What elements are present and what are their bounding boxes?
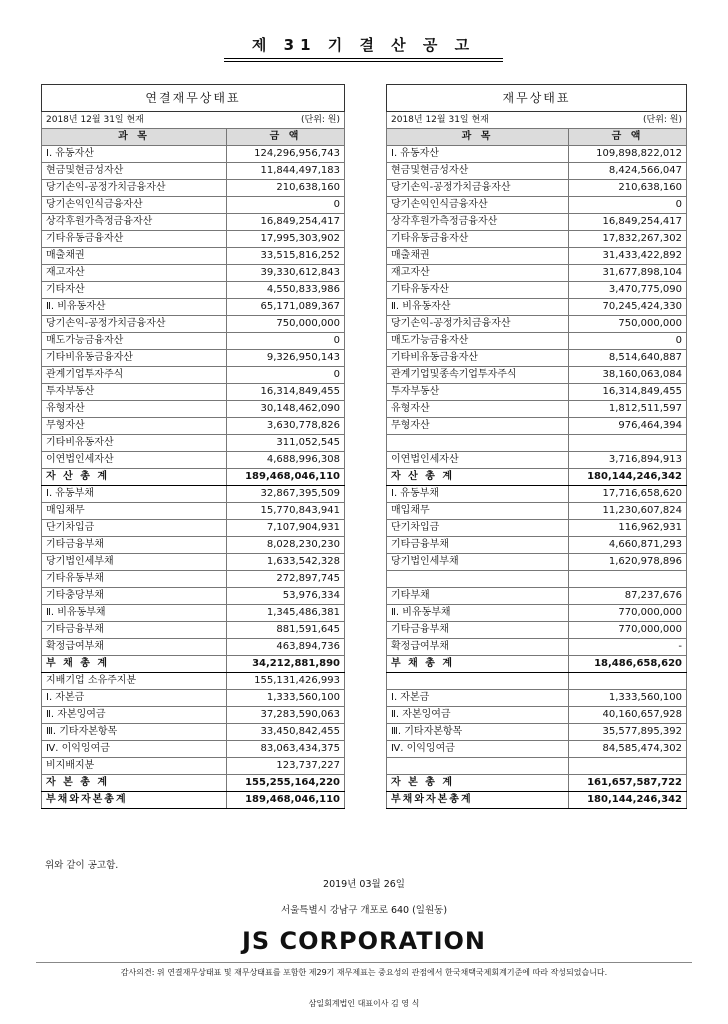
account-amount: 31,433,422,892: [569, 248, 687, 265]
account-label: 무형자산: [42, 418, 227, 435]
table-row: [42, 333, 345, 350]
account-amount: 1,633,542,328: [227, 554, 345, 571]
account-label: 투자부동산: [387, 384, 569, 401]
table-row: [387, 554, 687, 571]
account-label: 투자부동산: [42, 384, 227, 401]
account-label: 당기법인세부채: [387, 554, 569, 571]
account-amount: 9,326,950,143: [227, 350, 345, 367]
table-row: [42, 418, 345, 435]
account-amount: 11,230,607,824: [569, 503, 687, 520]
table-heading: 재무상태표: [387, 85, 687, 112]
account-amount: 15,770,843,941: [227, 503, 345, 520]
column-header-item: 과 목: [42, 129, 227, 146]
table-row: [42, 571, 345, 588]
account-label: 당기손익-공정가치금융자산: [387, 316, 569, 333]
table-row: [42, 384, 345, 401]
auditor-signature: 삼일회계법인 대표이사 김 영 식: [308, 999, 420, 1008]
account-label: Ⅰ. 자본금: [387, 690, 569, 707]
account-label: Ⅱ. 자본잉여금: [387, 707, 569, 724]
table-row: [42, 231, 345, 248]
account-amount: 116,962,931: [569, 520, 687, 537]
account-amount: 0: [227, 333, 345, 350]
total-row: [42, 792, 345, 809]
account-label: 관계기업및종속기업투자주식: [387, 367, 569, 384]
account-label: Ⅰ. 자본금: [42, 690, 227, 707]
account-label: 기타비유동자산: [42, 435, 227, 452]
account-amount: 17,832,267,302: [569, 231, 687, 248]
table-row: [387, 163, 687, 180]
currency-unit: (단위: 원): [643, 115, 682, 125]
account-amount: 3,716,894,913: [569, 452, 687, 469]
table-row: [42, 265, 345, 282]
table-row: [42, 554, 345, 571]
account-label: 부 채 총 계: [387, 656, 569, 673]
account-label: 기타비유동금융자산: [42, 350, 227, 367]
account-amount: 30,148,462,090: [227, 401, 345, 418]
table-row: [387, 214, 687, 231]
account-label: 당기손익-공정가치금융자산: [387, 180, 569, 197]
total-row: [42, 656, 345, 673]
table-row: [387, 384, 687, 401]
account-amount: 7,107,904,931: [227, 520, 345, 537]
account-label: 부채와자본총계: [387, 792, 569, 809]
account-label: 매도가능금융자산: [42, 333, 227, 350]
table-row: [42, 299, 345, 316]
account-label: 유형자산: [42, 401, 227, 418]
account-label: 기타자산: [42, 282, 227, 299]
account-amount: [569, 758, 687, 775]
column-header-amount: 금 액: [569, 129, 687, 146]
currency-unit: (단위: 원): [301, 115, 340, 125]
account-amount: 311,052,545: [227, 435, 345, 452]
table-row: [387, 486, 687, 503]
table-heading-row: [42, 85, 345, 112]
account-label: 기타금융부채: [387, 537, 569, 554]
account-amount: 161,657,587,722: [569, 775, 687, 792]
account-label: Ⅱ. 비유동부채: [42, 605, 227, 622]
account-amount: 881,591,645: [227, 622, 345, 639]
account-amount: 750,000,000: [569, 316, 687, 333]
notice-title-block: [224, 34, 503, 62]
account-amount: 33,515,816,252: [227, 248, 345, 265]
table-row: [42, 367, 345, 384]
table-row: [42, 452, 345, 469]
table-row: [387, 639, 687, 656]
account-amount: [569, 435, 687, 452]
account-amount: 34,212,881,890: [227, 656, 345, 673]
table-row: [42, 724, 345, 741]
table-row: [42, 758, 345, 775]
table-row: [42, 435, 345, 452]
account-label: 기타금융부채: [387, 622, 569, 639]
account-amount: 17,716,658,620: [569, 486, 687, 503]
account-amount: 0: [569, 197, 687, 214]
account-label: 기타부채: [387, 588, 569, 605]
account-label: Ⅳ. 이익잉여금: [387, 741, 569, 758]
account-label: 기타유동금융자산: [42, 231, 227, 248]
title-double-underline: [224, 58, 503, 62]
table-row: [387, 435, 687, 452]
total-row: [387, 656, 687, 673]
account-amount: 3,470,775,090: [569, 282, 687, 299]
account-amount: 83,063,434,375: [227, 741, 345, 758]
account-label: 단기차입금: [387, 520, 569, 537]
table-row: [42, 248, 345, 265]
table-row: [387, 673, 687, 690]
company-address: 서울특별시 강남구 개포로 640 (일원동): [280, 905, 448, 916]
audit-opinion: 감사의견: 위 연결재무상태표 및 재무상태표를 포함한 제29기 재무제표는 중요성의 관점에서 한국채택국제회계기준에 따라 작성되었습니다.: [120, 968, 608, 977]
table-row: [42, 707, 345, 724]
account-label: 자 산 총 계: [42, 469, 227, 486]
account-label: Ⅰ. 유동부채: [387, 486, 569, 503]
account-label: 재고자산: [42, 265, 227, 282]
table-row: [387, 724, 687, 741]
account-label: 매입채무: [42, 503, 227, 520]
table-row: [387, 690, 687, 707]
table-row: [387, 520, 687, 537]
table-heading: 연결재무상태표: [42, 85, 345, 112]
total-row: [42, 775, 345, 792]
notice-statement: 위와 같이 공고함.: [45, 860, 119, 871]
account-amount: [569, 571, 687, 588]
separate-balance-sheet: [386, 84, 687, 809]
table-row: [42, 639, 345, 656]
account-amount: 8,028,230,230: [227, 537, 345, 554]
account-amount: 0: [227, 197, 345, 214]
account-amount: 770,000,000: [569, 622, 687, 639]
account-amount: 0: [569, 333, 687, 350]
account-label: Ⅱ. 자본잉여금: [42, 707, 227, 724]
table-row: [387, 707, 687, 724]
account-label: Ⅱ. 비유동부채: [387, 605, 569, 622]
consolidated-balance-sheet: [41, 84, 345, 809]
account-amount: 35,577,895,392: [569, 724, 687, 741]
account-label: 기타충당부채: [42, 588, 227, 605]
account-amount: 1,333,560,100: [569, 690, 687, 707]
account-label: Ⅱ. 비유동자산: [387, 299, 569, 316]
account-amount: 272,897,745: [227, 571, 345, 588]
table-row: [42, 350, 345, 367]
account-label: 매입채무: [387, 503, 569, 520]
account-label: Ⅱ. 비유동자산: [42, 299, 227, 316]
account-amount: 1,620,978,896: [569, 554, 687, 571]
account-amount: 4,550,833,986: [227, 282, 345, 299]
account-amount: 155,255,164,220: [227, 775, 345, 792]
account-amount: 84,585,474,302: [569, 741, 687, 758]
total-row: [387, 775, 687, 792]
account-amount: 4,688,996,308: [227, 452, 345, 469]
account-amount: -: [569, 639, 687, 656]
table-subheading-row: [387, 112, 687, 129]
total-row: [42, 469, 345, 486]
total-row: [387, 469, 687, 486]
account-label: Ⅰ. 유동자산: [42, 146, 227, 163]
account-amount: 180,144,246,342: [569, 469, 687, 486]
account-label: 매출채권: [42, 248, 227, 265]
table-row: [42, 605, 345, 622]
account-label: 기타금융부채: [42, 622, 227, 639]
account-amount: 16,314,849,455: [227, 384, 345, 401]
table-row: [42, 401, 345, 418]
account-label: 기타비유동금융자산: [387, 350, 569, 367]
account-amount: 38,160,063,084: [569, 367, 687, 384]
table-row: [42, 622, 345, 639]
account-amount: 1,812,511,597: [569, 401, 687, 418]
table-row: [387, 248, 687, 265]
account-label: Ⅰ. 유동자산: [387, 146, 569, 163]
account-label: 자 본 총 계: [42, 775, 227, 792]
table-row: [387, 571, 687, 588]
account-label: 당기손익-공정가치금융자산: [42, 180, 227, 197]
table-row: [387, 299, 687, 316]
account-amount: 31,677,898,104: [569, 265, 687, 282]
account-label: 부 채 총 계: [42, 656, 227, 673]
column-header-row: [42, 129, 345, 146]
account-label: Ⅳ. 이익잉여금: [42, 741, 227, 758]
table-row: [42, 486, 345, 503]
account-amount: 123,737,227: [227, 758, 345, 775]
account-label: 자 본 총 계: [387, 775, 569, 792]
account-label: 단기차입금: [42, 520, 227, 537]
account-amount: 189,468,046,110: [227, 469, 345, 486]
column-header-item: 과 목: [387, 129, 569, 146]
table-subheading-row: [42, 112, 345, 129]
account-label: 관계기업투자주식: [42, 367, 227, 384]
account-label: 기타유동자산: [387, 282, 569, 299]
table-row: [42, 588, 345, 605]
table-row: [387, 231, 687, 248]
account-label: 당기손익인식금융자산: [42, 197, 227, 214]
notice-title: 제 31 기 결 산 공 고: [251, 36, 476, 54]
account-label: 무형자산: [387, 418, 569, 435]
account-amount: 33,450,842,455: [227, 724, 345, 741]
table-row: [42, 316, 345, 333]
account-amount: 37,283,590,063: [227, 707, 345, 724]
account-amount: 1,345,486,381: [227, 605, 345, 622]
account-label: [387, 673, 569, 690]
account-label: Ⅲ. 기타자본항목: [387, 724, 569, 741]
table-row: [42, 180, 345, 197]
account-label: 비지배지분: [42, 758, 227, 775]
table-row: [42, 197, 345, 214]
account-label: 당기손익-공정가치금융자산: [42, 316, 227, 333]
account-label: 당기손익인식금융자산: [387, 197, 569, 214]
table-row: [42, 282, 345, 299]
account-amount: 17,995,303,902: [227, 231, 345, 248]
account-label: 부채와자본총계: [42, 792, 227, 809]
table-row: [387, 350, 687, 367]
table-row: [42, 520, 345, 537]
account-amount: 155,131,426,993: [227, 673, 345, 690]
account-amount: 87,237,676: [569, 588, 687, 605]
footer-divider: [36, 962, 692, 963]
account-amount: 124,296,956,743: [227, 146, 345, 163]
account-amount: 210,638,160: [227, 180, 345, 197]
account-amount: 16,849,254,417: [569, 214, 687, 231]
account-amount: 70,245,424,330: [569, 299, 687, 316]
table-row: [42, 503, 345, 520]
table-row: [387, 282, 687, 299]
account-label: 유형자산: [387, 401, 569, 418]
table-row: [387, 758, 687, 775]
account-label: 기타유동금융자산: [387, 231, 569, 248]
table-heading-row: [387, 85, 687, 112]
account-label: 현금및현금성자산: [42, 163, 227, 180]
table-row: [387, 452, 687, 469]
table-row: [42, 214, 345, 231]
table-row: [42, 537, 345, 554]
account-amount: 11,844,497,183: [227, 163, 345, 180]
account-amount: 32,867,395,509: [227, 486, 345, 503]
account-label: 자 산 총 계: [387, 469, 569, 486]
company-logo: JS CORPORATION: [241, 927, 487, 955]
account-amount: 770,000,000: [569, 605, 687, 622]
table-row: [387, 367, 687, 384]
account-amount: 189,468,046,110: [227, 792, 345, 809]
table-row: [42, 673, 345, 690]
table-row: [387, 503, 687, 520]
table-row: [387, 537, 687, 554]
account-amount: 39,330,612,843: [227, 265, 345, 282]
account-amount: 16,849,254,417: [227, 214, 345, 231]
account-label: 매출채권: [387, 248, 569, 265]
account-amount: 1,333,560,100: [227, 690, 345, 707]
table-row: [387, 197, 687, 214]
table-row: [42, 146, 345, 163]
account-amount: [569, 673, 687, 690]
account-amount: 109,898,822,012: [569, 146, 687, 163]
account-label: 이연법인세자산: [387, 452, 569, 469]
account-amount: 3,630,778,826: [227, 418, 345, 435]
account-label: [387, 571, 569, 588]
report-date: 2018년 12월 31일 현재: [46, 115, 144, 125]
table-row: [387, 741, 687, 758]
account-label: 기타금융부채: [42, 537, 227, 554]
account-label: 기타유동부채: [42, 571, 227, 588]
account-label: 상각후원가측정금융자산: [387, 214, 569, 231]
table-row: [387, 316, 687, 333]
account-label: 지배기업 소유주지분: [42, 673, 227, 690]
account-label: 확정급여부채: [387, 639, 569, 656]
table-row: [387, 605, 687, 622]
column-header-amount: 금 액: [227, 129, 345, 146]
table-row: [387, 588, 687, 605]
table-row: [42, 741, 345, 758]
table-row: [387, 418, 687, 435]
account-label: Ⅲ. 기타자본항목: [42, 724, 227, 741]
account-label: [387, 435, 569, 452]
account-label: 현금및현금성자산: [387, 163, 569, 180]
account-label: 재고자산: [387, 265, 569, 282]
table-row: [387, 401, 687, 418]
account-label: 매도가능금융자산: [387, 333, 569, 350]
notice-date: 2019년 03월 26일: [323, 879, 405, 890]
account-label: Ⅰ. 유동부채: [42, 486, 227, 503]
account-amount: 976,464,394: [569, 418, 687, 435]
account-label: [387, 758, 569, 775]
account-label: 확정급여부채: [42, 639, 227, 656]
account-amount: 4,660,871,293: [569, 537, 687, 554]
table-row: [42, 163, 345, 180]
account-amount: 463,894,736: [227, 639, 345, 656]
account-amount: 8,424,566,047: [569, 163, 687, 180]
column-header-row: [387, 129, 687, 146]
account-amount: 8,514,640,887: [569, 350, 687, 367]
account-amount: 750,000,000: [227, 316, 345, 333]
account-amount: 18,486,658,620: [569, 656, 687, 673]
report-date: 2018년 12월 31일 현재: [391, 115, 489, 125]
total-row: [387, 792, 687, 809]
account-label: 상각후원가측정금융자산: [42, 214, 227, 231]
account-label: 당기법인세부채: [42, 554, 227, 571]
table-row: [387, 622, 687, 639]
account-amount: 16,314,849,455: [569, 384, 687, 401]
table-row: [42, 690, 345, 707]
account-amount: 53,976,334: [227, 588, 345, 605]
account-amount: 0: [227, 367, 345, 384]
table-row: [387, 333, 687, 350]
account-amount: 40,160,657,928: [569, 707, 687, 724]
account-amount: 65,171,089,367: [227, 299, 345, 316]
account-label: 이연법인세자산: [42, 452, 227, 469]
account-amount: 180,144,246,342: [569, 792, 687, 809]
table-row: [387, 265, 687, 282]
account-amount: 210,638,160: [569, 180, 687, 197]
table-row: [387, 146, 687, 163]
table-row: [387, 180, 687, 197]
